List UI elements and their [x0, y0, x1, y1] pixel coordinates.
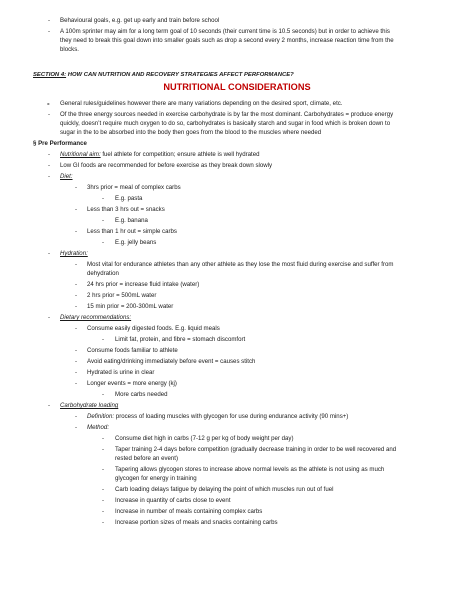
bullet-dash: -	[75, 369, 78, 376]
method-item-number-of-meals: Increase in number of meals containing complex carbs	[115, 508, 263, 515]
carb-definition	[87, 413, 348, 420]
energy-sources-line-3: sugar in the to be absorbed into the body then goes from the blood to the muscles where needed	[60, 129, 322, 136]
bullet-dash: -	[48, 111, 51, 118]
nutritional-aim-text: fuel athlete for competition; ensure athlete is well hydrated	[100, 151, 260, 158]
bullet-dash: -	[48, 28, 51, 35]
bullet-dash: -	[102, 446, 105, 453]
nutritional-aim	[60, 151, 260, 158]
energy-sources-line-1: Of the three energy sources needed in exercise carbohydrate is by far the most dominant. Carbohydrates = produce energy	[60, 111, 394, 118]
page-title: NUTRITIONAL CONSIDERATIONS	[163, 82, 311, 92]
method-item-glycogen-line-1: Tapering allows glycogen stores to increase above normal levels as the athlete is not using as much	[115, 466, 385, 473]
low-gi-text: Low GI foods are recommended for before exercise as they break down slowly	[60, 162, 273, 169]
bullet-dash: -	[48, 250, 51, 257]
bullet-dash: -	[75, 184, 78, 191]
diet-example-jelly-beans: E.g. jelly beans	[115, 239, 157, 246]
bullet-dash: -	[102, 336, 105, 343]
intro-item-sprinter-line-2: they need to break this goal down into smaller goals such as drop a second every 2 months, increase reaction time from the	[60, 37, 394, 44]
diet-example-pasta: E.g. pasta	[115, 195, 143, 202]
bullet-dash: -	[75, 261, 78, 268]
bullet-dash: -	[102, 466, 105, 473]
bullet-dash: -	[75, 325, 78, 332]
bullet-dash: -	[102, 435, 105, 442]
bullet-dash: -	[102, 497, 105, 504]
hydration-item-vital-line-1: Most vital for endurance athletes than any other athlete as they lose the most fluid during exercise and suffer from	[87, 261, 394, 268]
intro-item-sprinter-line-3: blocks.	[60, 46, 79, 53]
bullet-dash: -	[48, 402, 51, 409]
bullet-dash: -	[48, 151, 51, 158]
method-item-taper-line-2: rested before an event)	[115, 455, 179, 462]
bullet-dash: -	[75, 347, 78, 354]
dietary-item-longer-events: Longer events = more energy (kj)	[87, 380, 177, 387]
diet-item-simple-carbs: Less than 1 hr out = simple carbs	[87, 228, 177, 235]
bullet-dash: -	[75, 358, 78, 365]
carb-definition-text: process of loading muscles with glycogen for use during endurance activity (90 mins+)	[114, 413, 349, 420]
bullet-dash: -	[102, 486, 105, 493]
bullet-dash: -	[102, 217, 105, 224]
hydration-item-15min: 15 min prior = 200-300mL water	[87, 303, 174, 310]
section-label: SECTION 4:	[33, 72, 67, 78]
section-heading	[33, 72, 294, 79]
bullet-dash: -	[75, 424, 78, 431]
bullet-dash: -	[75, 292, 78, 299]
bullet-dash: -	[102, 195, 105, 202]
method-item-high-carb-diet: Consume diet high in carbs (7-12 g per kg of body weight per day)	[115, 435, 294, 442]
diet-example-banana: E.g. banana	[115, 217, 148, 224]
bullet-dash: -	[102, 519, 105, 526]
bullet-dash: -	[47, 99, 50, 108]
bullet-dash: -	[75, 413, 78, 420]
method-item-glycogen-line-2: glycogen for energy in training	[115, 475, 197, 482]
bullet-dash: -	[75, 206, 78, 213]
carb-loading-label: Carbohydrate loading	[60, 402, 119, 409]
bullet-dash: -	[75, 281, 78, 288]
bullet-dash: -	[48, 162, 51, 169]
nutritional-aim-label: Nutritional aim:	[60, 151, 101, 158]
dietary-subitem-more-carbs: More carbs needed	[115, 391, 168, 398]
hydration-label: Hydration:	[60, 250, 88, 257]
diet-item-snacks: Less than 3 hrs out = snacks	[87, 206, 165, 213]
intro-item-behavioural-goals: Behavioural goals, e.g. get up early and train before school	[60, 17, 220, 24]
bullet-dash: -	[48, 173, 51, 180]
dietary-item-hydrated: Hydrated is urine in clear	[87, 369, 155, 376]
carb-method-label: Method:	[87, 424, 110, 431]
energy-sources-line-2: quickly, doesn’t require much oxygen to do so, carbohydrates is basically starch and sugar in food which is broken down to	[60, 120, 391, 127]
diet-label: Diet:	[60, 173, 73, 180]
bullet-dash: -	[102, 508, 105, 515]
bullet-dash: -	[48, 314, 51, 321]
bullet-dash: -	[75, 303, 78, 310]
general-rules-text: General rules/guidelines however there are many variations depending on the desired sport, climate, etc.	[60, 100, 343, 107]
hydration-item-24hrs: 24 hrs prior = increase fluid intake (water)	[87, 281, 200, 288]
intro-item-sprinter-line-1: A 100m sprinter may aim for a long term goal of 10 seconds (their current time is 10.5 seconds) but in order to achieve this	[60, 28, 390, 35]
section-marker: §	[33, 140, 37, 147]
dietary-item-familiar-foods: Consume foods familiar to athlete	[87, 347, 178, 354]
pre-performance-heading-text: Pre Performance	[38, 140, 87, 147]
dietary-item-digested-foods: Consume easily digested foods. E.g. liquid meals	[87, 325, 220, 332]
bullet-dash: -	[102, 239, 105, 246]
carb-definition-label: Definition:	[87, 413, 115, 420]
bullet-dash: -	[48, 17, 51, 24]
pre-performance-heading	[33, 140, 87, 147]
method-item-portion-sizes: Increase portion sizes of meals and snacks containing carbs	[115, 519, 278, 526]
bullet-dash: -	[102, 391, 105, 398]
hydration-item-2hrs: 2 hrs prior = 500mL water	[87, 292, 157, 299]
diet-item-3hrs: 3hrs prior = meal of complex carbs	[87, 184, 181, 191]
dietary-recommendations-label: Dietary recommendations:	[60, 314, 132, 321]
bullet-dash: -	[75, 380, 78, 387]
method-item-taper-line-1: Taper training 2-4 days before competition (gradually decrease training in order to be well recovered and	[115, 446, 397, 453]
dietary-subitem-limit-fat: Limit fat, protein, and fibre = stomach discomfort	[115, 336, 246, 343]
method-item-quantity: Increase in quantity of carbs close to event	[115, 497, 231, 504]
method-item-delays-fatigue: Carb loading delays fatigue by delaying the point of which muscles run out of fuel	[115, 486, 334, 493]
bullet-dash: -	[75, 228, 78, 235]
hydration-item-vital-line-2: dehydration	[87, 270, 119, 277]
dietary-item-avoid-eating: Avoid eating/drinking immediately before event = causes stitch	[87, 358, 256, 365]
section-question: HOW CAN NUTRITION AND RECOVERY STRATEGIES AFFECT PERFORMANCE?	[66, 72, 294, 78]
